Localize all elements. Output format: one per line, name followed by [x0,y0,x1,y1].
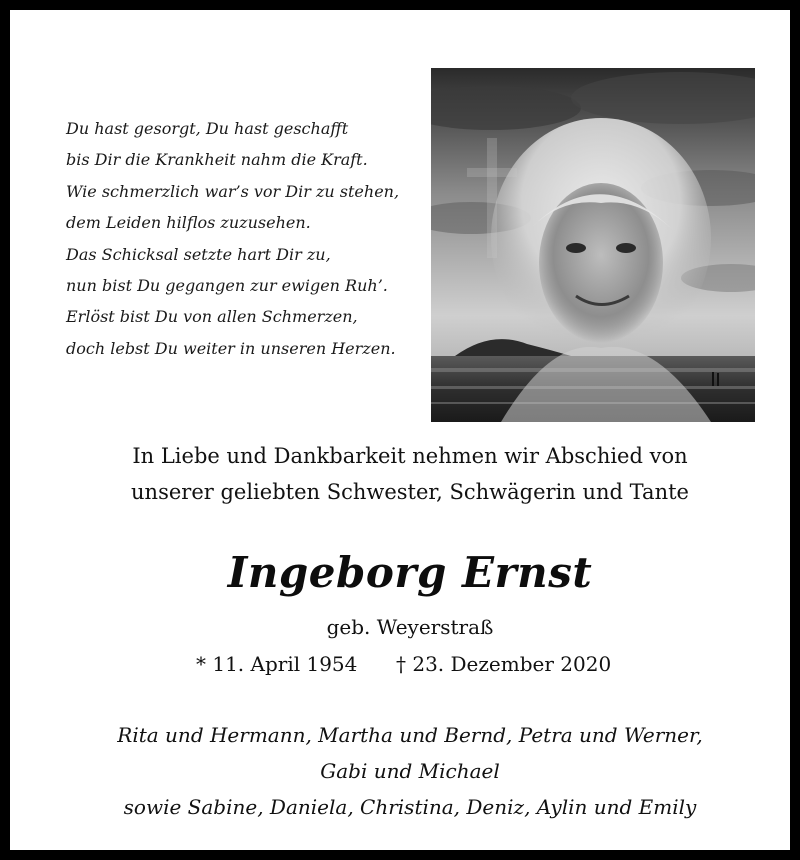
intro-line: unserer geliebten Schwester, Schwägerin und Tante [131,480,689,504]
death-date: † 23. Dezember 2020 [396,652,612,676]
poem-line: doch lebst Du weiter in unseren Herzen. [66,338,396,358]
birth-date: * 11. April 1954 [196,652,358,676]
portrait-photo [431,68,755,422]
poem [66,113,426,364]
farewell-intro [10,438,800,510]
maiden-name: geb. Weyerstraß [326,615,494,639]
mourners-list [10,717,800,825]
poem-line: Wie schmerzlich war’s vor Dir zu stehen, [66,181,400,201]
mourners-line: sowie Sabine, Daniela, Christina, Deniz, Aylin und Emily [123,795,697,819]
poem-line: Erlöst bist Du von allen Schmerzen, [66,307,358,327]
intro-line: In Liebe und Dankbarkeit nehmen wir Abschied von [132,444,688,468]
poem-line: Du hast gesorgt, Du hast geschafft [66,119,349,138]
poem-line: Das Schicksal setzte hart Dir zu, [66,244,331,264]
poem-line: dem Leiden hilflos zuzusehen. [66,213,311,233]
poem-line: bis Dir die Krankheit nahm die Kraft. [66,150,368,170]
deceased-name: Ingeborg Ernst [227,548,593,597]
mourners-line: Gabi und Michael [320,759,500,783]
mourners-line: Rita und Hermann, Martha und Bernd, Petra und Werner, [117,723,703,747]
poem-line: nun bist Du gegangen zur ewigen Ruh’. [66,276,388,296]
